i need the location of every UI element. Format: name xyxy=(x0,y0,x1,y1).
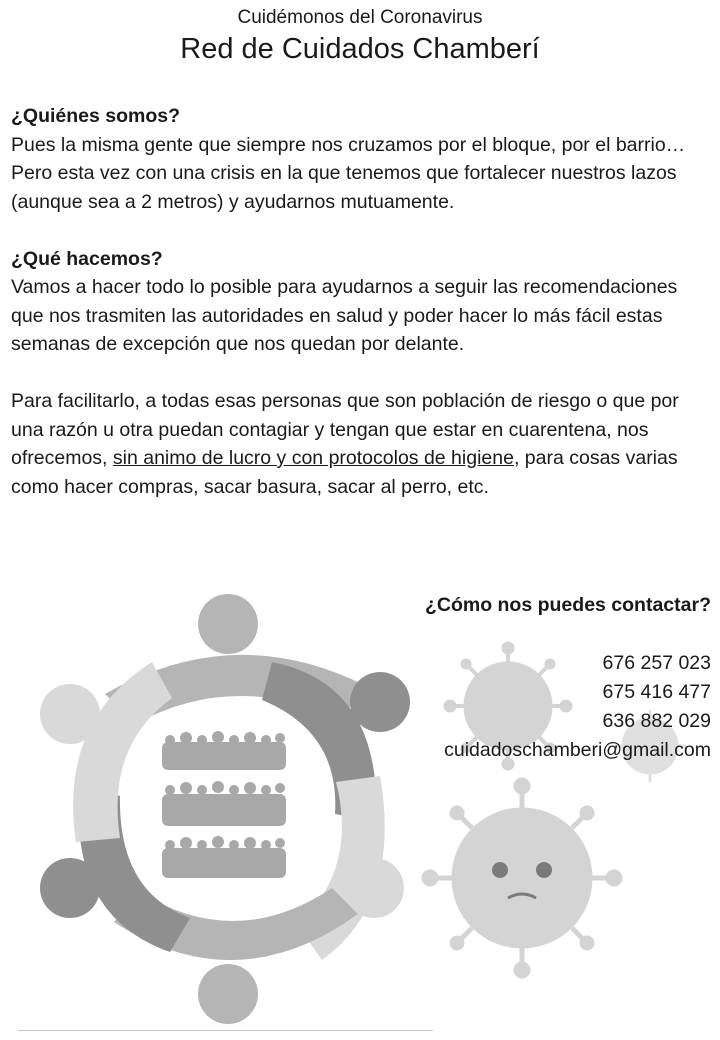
offer-text-before: Para facilitarlo, a todas esas personas que son población de riesgo o que por una razón u otra puedan contagiar y tengan que estar en cuarentena, nos ofrecemos, xyxy=(11,390,679,469)
people-row-3 xyxy=(162,836,286,878)
phone-2[interactable]: 675 416 477 xyxy=(602,681,711,703)
what-paragraph: Vamos a hacer todo lo posible para ayudarnos a seguir las recomendaciones que nos trasmiten las autoridades en salud y poder hacer lo más fácil estas semanas de excepción que nos quedan por delante. xyxy=(11,276,678,355)
people-groups xyxy=(162,731,286,878)
phone-1[interactable]: 676 257 023 xyxy=(602,652,711,674)
offer-underlined-text: sin animo de lucro y con protocolos de higiene xyxy=(112,447,514,469)
who-paragraph: Pues la misma gente que siempre nos cruzamos por el bloque, por el barrio… Pero esta vez con una crisis en la que tenemos que fortalecer nuestros lazos (aunque sea a 2 metros) y ayudarnos mutuamente. xyxy=(11,133,686,213)
subtitle: Cuidémonos del Coronavirus xyxy=(237,7,483,28)
phone-3[interactable]: 636 882 029 xyxy=(602,710,711,732)
contact-block xyxy=(425,591,711,765)
people-row-1 xyxy=(162,731,286,770)
who-heading: ¿Quiénes somos? xyxy=(11,105,181,127)
people-row-2 xyxy=(162,781,286,826)
virus-large-icon xyxy=(422,778,622,978)
ring-arm-left-top xyxy=(73,662,172,842)
contact-heading: ¿Cómo nos puedes contactar? xyxy=(424,594,711,616)
head-left-bottom xyxy=(40,858,100,918)
head-right-bottom xyxy=(344,858,404,918)
head-left-top xyxy=(40,684,100,744)
contact-email[interactable]: cuidadoschamberi@gmail.com xyxy=(444,739,711,761)
head-bottom xyxy=(198,964,258,1024)
head-top xyxy=(198,594,258,654)
page-title: Red de Cuidados Chamberí xyxy=(180,33,540,65)
what-heading: ¿Qué hacemos? xyxy=(11,247,163,270)
head-right-top xyxy=(350,672,410,732)
offer-paragraph xyxy=(11,387,711,501)
offer-text-after: , para cosas varias como hacer compras, sacar basura, sacar al perro, etc. xyxy=(11,447,678,498)
header xyxy=(0,6,720,68)
community-circle-illustration xyxy=(40,592,430,1028)
bottom-divider xyxy=(18,1030,433,1031)
body-text xyxy=(11,102,711,501)
